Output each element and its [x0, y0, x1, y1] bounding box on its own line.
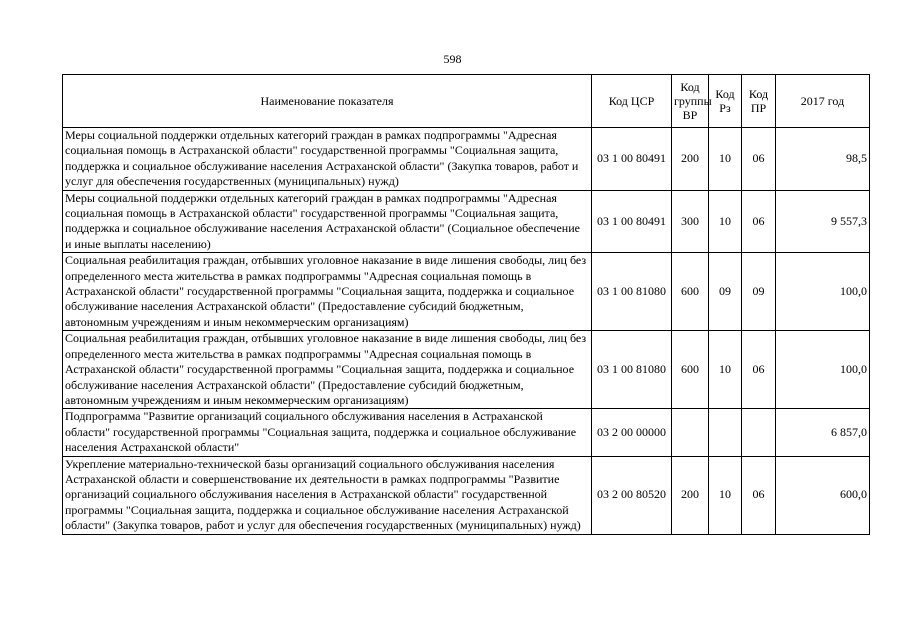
table-row [63, 456, 870, 534]
row-pr: 06 [742, 190, 776, 253]
column-header-rz: Код Рз [709, 75, 742, 128]
row-vr: 200 [672, 456, 709, 534]
row-pr: 06 [742, 128, 776, 191]
row-pr: 06 [742, 331, 776, 409]
row-csr: 03 1 00 80491 [592, 190, 672, 253]
row-pr: 09 [742, 253, 776, 331]
row-name: Меры социальной поддержки отдельных категорий граждан в рамках подпрограммы "Адресная социальная помощь в Астраханской области" государственной программы "Социальная защита, поддержка и социальное обслуживание населения Астраханской области" (Закупка товаров, работ и услуг для обеспечения государственных (муниципальных) нужд) [63, 128, 592, 191]
table-row [63, 190, 870, 253]
row-rz: 10 [709, 456, 742, 534]
row-csr: 03 1 00 80491 [592, 128, 672, 191]
column-header-year: 2017 год [776, 75, 870, 128]
row-vr: 200 [672, 128, 709, 191]
budget-table [62, 74, 870, 535]
row-csr: 03 1 00 81080 [592, 253, 672, 331]
table-row [63, 128, 870, 191]
row-csr: 03 2 00 00000 [592, 409, 672, 456]
row-csr: 03 1 00 81080 [592, 331, 672, 409]
table-row [63, 253, 870, 331]
row-amount: 6 857,0 [776, 409, 870, 456]
row-vr: 600 [672, 331, 709, 409]
row-rz: 09 [709, 253, 742, 331]
table-row [63, 331, 870, 409]
column-header-name: Наименование показателя [63, 75, 592, 128]
row-rz: 10 [709, 128, 742, 191]
table-header-row [63, 75, 870, 128]
row-name: Социальная реабилитация граждан, отбывших уголовное наказание в виде лишения свободы, лиц без определенного места жительства в рамках подпрограммы "Адресная социальная помощь в Астраханской области" государственной программы "Социальная защита, поддержка и социальное обслуживание населения Астраханской области" (Предоставление субсидий бюджетным, автономным учреждениям и иным некоммерческим организациям) [63, 331, 592, 409]
column-header-csr: Код ЦСР [592, 75, 672, 128]
row-amount: 600,0 [776, 456, 870, 534]
row-name: Укрепление материально-технической базы организаций социального обслуживания населения Астраханской области и совершенствование их деятельности в рамках подпрограммы "Развитие организаций социального обслуживания населения в Астраханской области" государственной программы "Социальная защита, поддержка и социальное обслуживание населения Астраханской области" (Закупка товаров, работ и услуг для обеспечения государственных (муниципальных) нужд) [63, 456, 592, 534]
row-vr: 300 [672, 190, 709, 253]
row-rz: 10 [709, 190, 742, 253]
row-amount: 9 557,3 [776, 190, 870, 253]
row-rz: 10 [709, 331, 742, 409]
row-csr: 03 2 00 80520 [592, 456, 672, 534]
column-header-vr: Код группы ВР [672, 75, 709, 128]
row-amount: 98,5 [776, 128, 870, 191]
row-amount: 100,0 [776, 253, 870, 331]
row-pr: 06 [742, 456, 776, 534]
row-name: Социальная реабилитация граждан, отбывших уголовное наказание в виде лишения свободы, лиц без определенного места жительства в рамках подпрограммы "Адресная социальная помощь в Астраханской области" государственной программы "Социальная защита, поддержка и социальное обслуживание населения Астраханской области" (Предоставление субсидий бюджетным, автономным учреждениям и иным некоммерческим организациям) [63, 253, 592, 331]
row-vr [672, 409, 709, 456]
column-header-pr: Код ПР [742, 75, 776, 128]
row-vr: 600 [672, 253, 709, 331]
page-number: 598 [443, 52, 462, 66]
row-rz [709, 409, 742, 456]
row-name: Подпрограмма "Развитие организаций социального обслуживания населения в Астраханской области" государственной программы "Социальная защита, поддержка и социальное обслуживание населения Астраханской области" [63, 409, 592, 456]
table-row [63, 409, 870, 456]
row-amount: 100,0 [776, 331, 870, 409]
row-name: Меры социальной поддержки отдельных категорий граждан в рамках подпрограммы "Адресная социальная помощь в Астраханской области" государственной программы "Социальная защита, поддержка и социальное обслуживание населения Астраханской области" (Социальное обеспечение и иные выплаты населению) [63, 190, 592, 253]
row-pr [742, 409, 776, 456]
